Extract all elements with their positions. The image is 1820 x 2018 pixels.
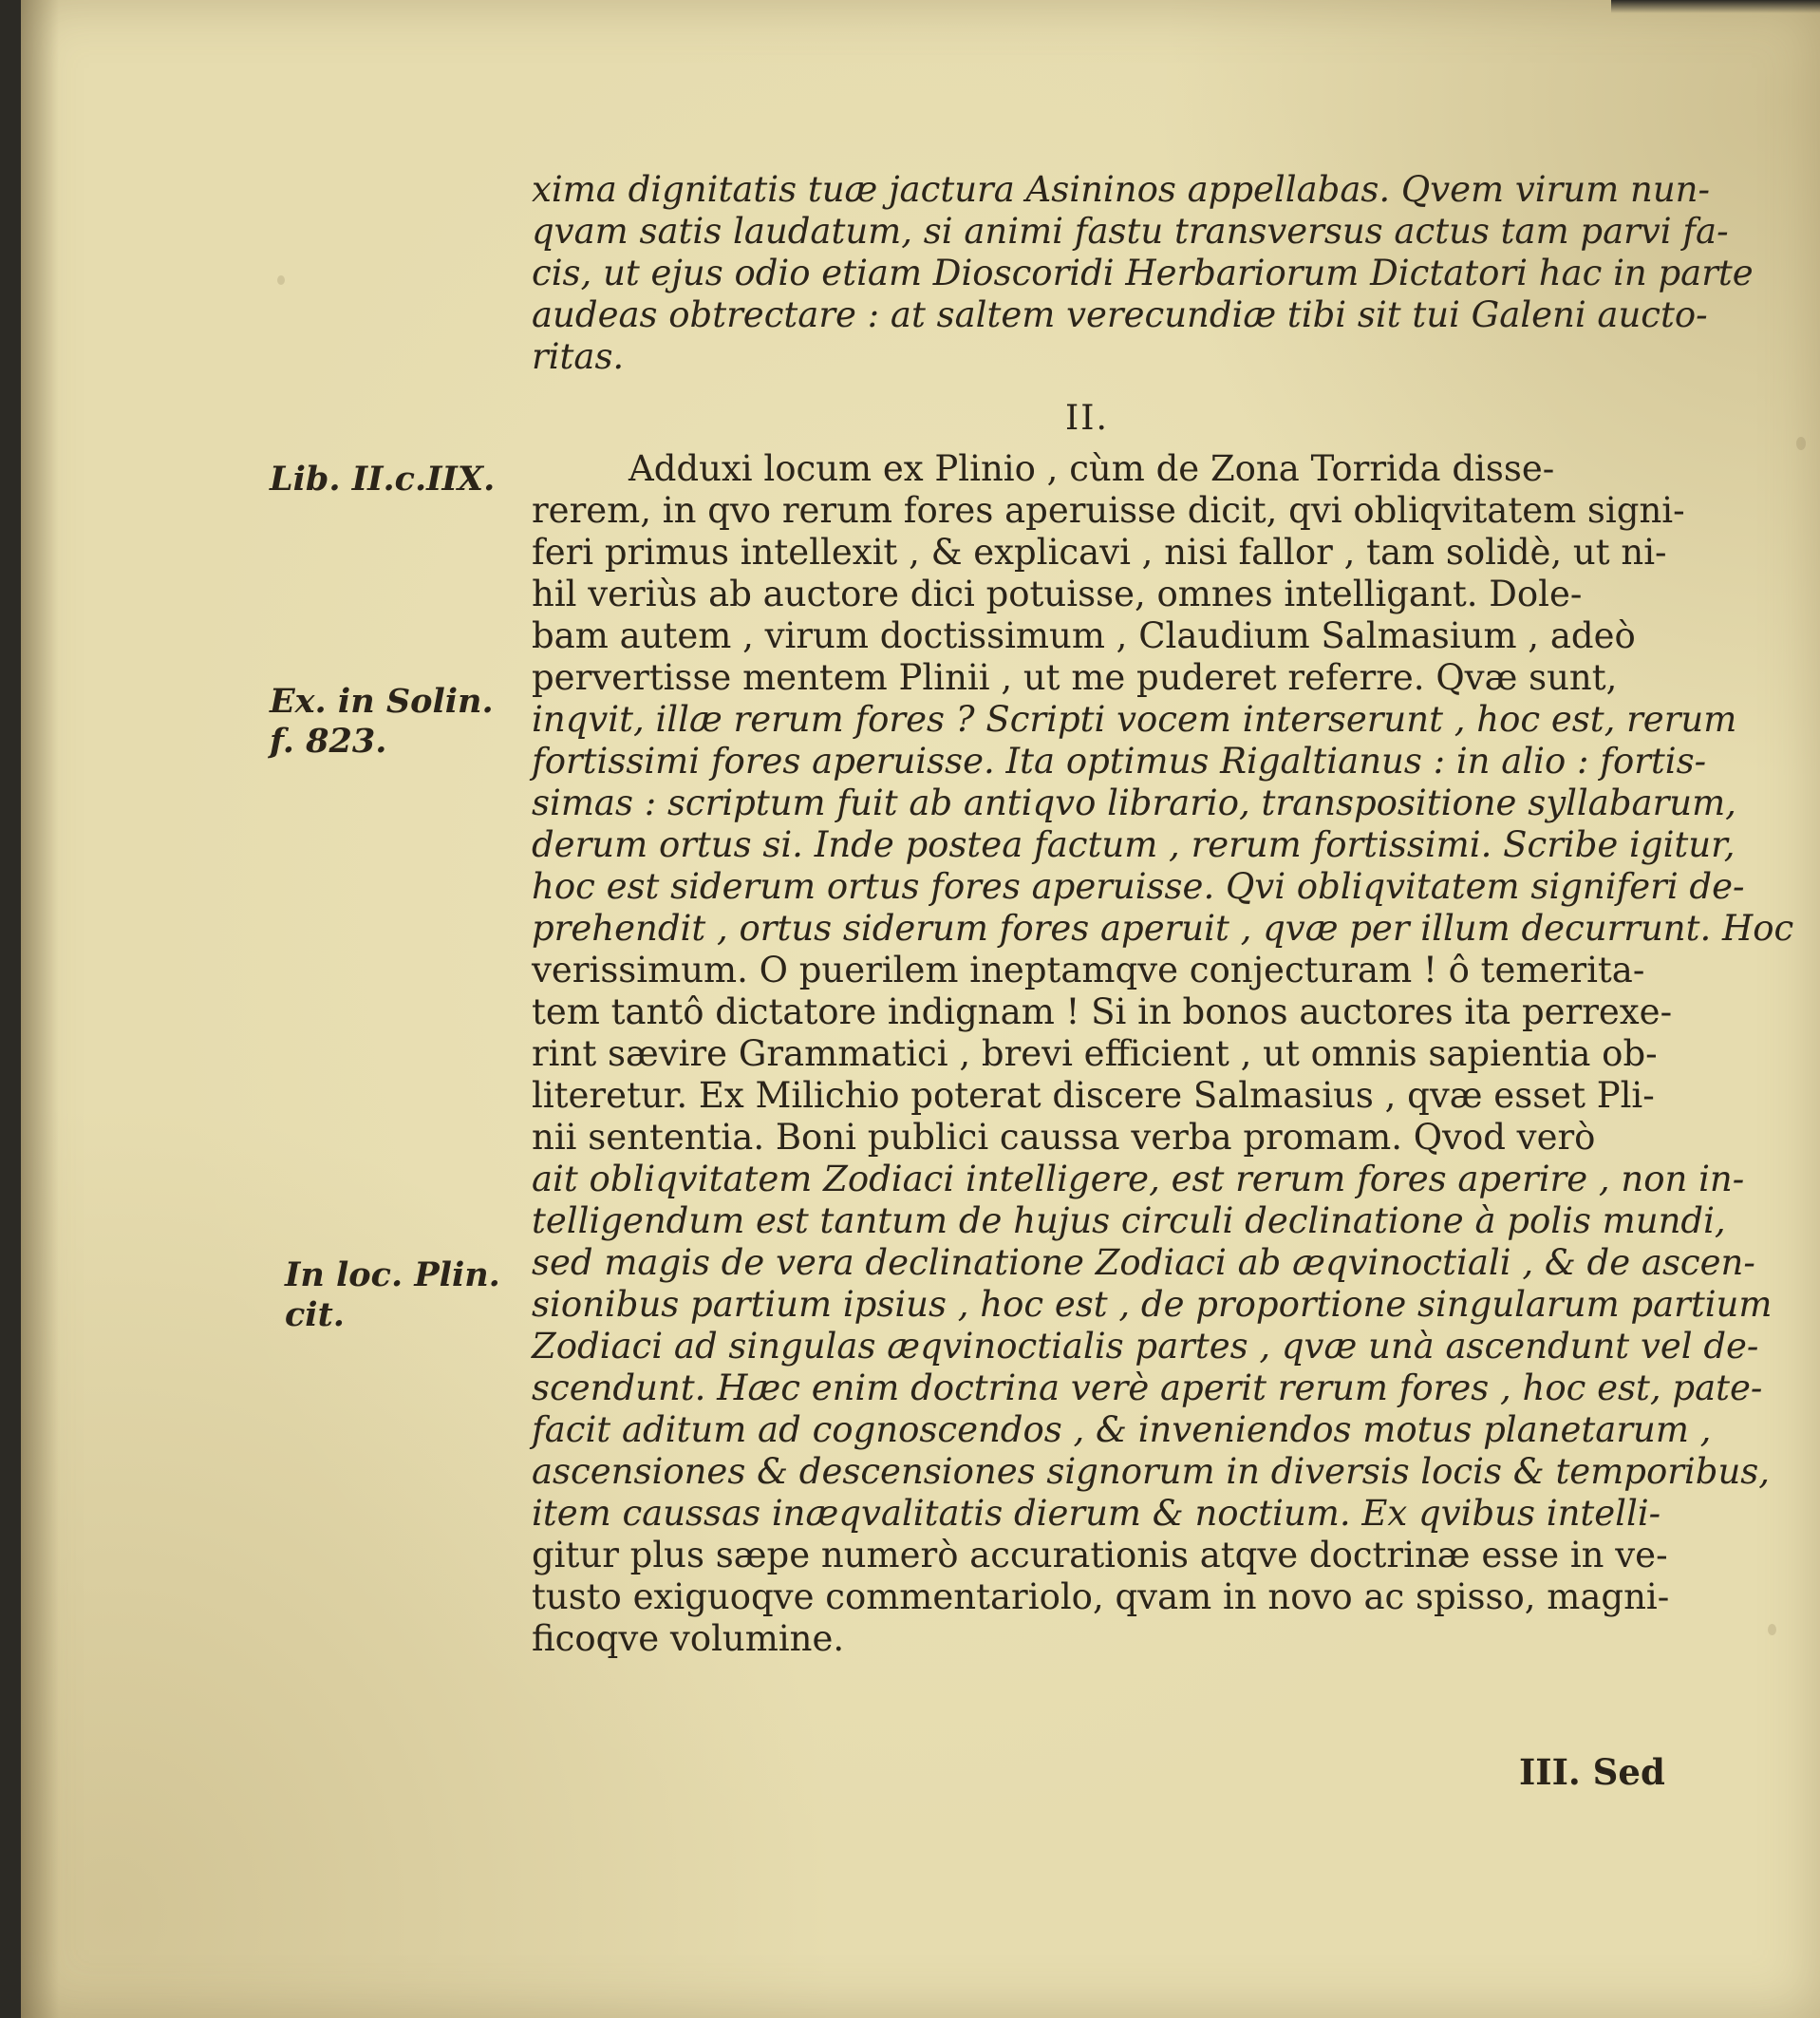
- text-line: hil veriùs ab auctore dici potuisse, omnes intelligant. Dole-: [532, 574, 1583, 614]
- text-line: audeas obtrectare : at saltem verecundiæ tibi sit tui Galeni aucto-: [532, 294, 1708, 335]
- margin-note: Ex. in Solin.: [270, 682, 494, 721]
- text-line: rerem, in qvo rerum fores aperuisse dicit, qvi obliqvitatem signi-: [532, 490, 1685, 531]
- text-line: rint sævire Grammatici , brevi efficient , ut omnis sapientia ob-: [532, 1033, 1658, 1074]
- text-line: prehendit , ortus siderum fores aperuit , qvæ per illum decurrunt. Hoc: [532, 908, 1794, 949]
- margin-note: f. 823.: [270, 722, 387, 761]
- text-line: pervertisse mentem Plinii , ut me puderet referre. Qvæ sunt,: [532, 657, 1618, 698]
- text-line: cis, ut ejus odio etiam Dioscoridi Herbariorum Dictatori hac in parte: [532, 253, 1754, 293]
- text-line: scendunt. Hæc enim doctrina verè aperit rerum fores , hoc est, pate-: [532, 1367, 1763, 1408]
- stain-mark: [1768, 1624, 1776, 1635]
- text-line: sed magis de vera declinatione Zodiaci ab æqvinoctiali , & de ascen-: [532, 1242, 1755, 1283]
- book-page: [21, 0, 1820, 2018]
- text-line: tusto exiguoqve commentariolo, qvam in novo ac spisso, magni-: [532, 1576, 1670, 1617]
- page-fold-shadow: [21, 0, 59, 2018]
- text-line: simas : scriptum fuit ab antiqvo librario, transpositione syllabarum,: [532, 783, 1736, 823]
- text-line: qvam satis laudatum, si animi fastu transversus actus tam parvi fa-: [532, 211, 1729, 252]
- text-line: ritas.: [532, 336, 625, 377]
- page-top-edge: [1611, 0, 1820, 13]
- text-line: xima dignitatis tuæ jactura Asininos appellabas. Qvem virum nun-: [532, 169, 1710, 210]
- text-line: literetur. Ex Milichio poterat discere Salmasius , qvæ esset Pli-: [532, 1075, 1655, 1116]
- text-line: Zodiaci ad singulas æqvinoctialis partes , qvæ unà ascendunt vel de-: [532, 1326, 1759, 1367]
- stain-mark: [277, 275, 285, 285]
- text-line: ait obliqvitatem Zodiaci intelligere, est rerum fores aperire , non in-: [532, 1159, 1745, 1199]
- margin-note: In loc. Plin.: [285, 1255, 500, 1294]
- text-line: telligendum est tantum de hujus circuli declinatione à polis mundi,: [532, 1200, 1726, 1241]
- stain-mark: [1796, 437, 1806, 450]
- text-line: fortissimi fores aperuisse. Ita optimus Rigaltianus : in alio : fortis-: [532, 741, 1707, 782]
- text-line: nii sententia. Boni publici caussa verba promam. Qvod verò: [532, 1117, 1596, 1158]
- text-line: ascensiones & descensiones signorum in diversis locis & temporibus,: [532, 1451, 1771, 1492]
- text-line: sionibus partium ipsius , hoc est , de proportione singularum partium: [532, 1284, 1773, 1325]
- margin-note: Lib. II.c.IIX.: [270, 460, 496, 499]
- section-number: II.: [1065, 399, 1109, 438]
- text-line: facit aditum ad cognoscendos , & inveniendos motus planetarum ,: [532, 1409, 1712, 1450]
- text-line: item caussas inæqvalitatis dierum & noctium. Ex qvibus intelli-: [532, 1493, 1661, 1534]
- text-line: tem tantô dictatore indignam ! Si in bonos auctores ita perrexe-: [532, 991, 1673, 1032]
- text-line: derum ortus si. Inde postea factum , rerum fortissimi. Scribe igitur,: [532, 824, 1736, 865]
- margin-note: cit.: [285, 1295, 345, 1334]
- text-line: hoc est siderum ortus fores aperuisse. Qvi obliqvitatem signiferi de-: [532, 866, 1745, 907]
- text-line: Adduxi locum ex Plinio , cùm de Zona Torrida disse-: [629, 448, 1555, 489]
- text-line: gitur plus sæpe numerò accurationis atqve doctrinæ esse in ve-: [532, 1535, 1668, 1575]
- text-line: bam autem , virum doctissimum , Claudium Salmasium , adeò: [532, 615, 1636, 656]
- catchword: III. Sed: [1519, 1751, 1665, 1793]
- text-line: inqvit, illæ rerum fores ? Scripti vocem interserunt , hoc est, rerum: [532, 699, 1737, 740]
- text-line: ficoqve volumine.: [532, 1618, 845, 1659]
- text-line: verissimum. O puerilem ineptamqve conjecturam ! ô temerita-: [532, 950, 1645, 990]
- text-line: feri primus intellexit , & explicavi , nisi fallor , tam solidè, ut ni-: [532, 532, 1667, 573]
